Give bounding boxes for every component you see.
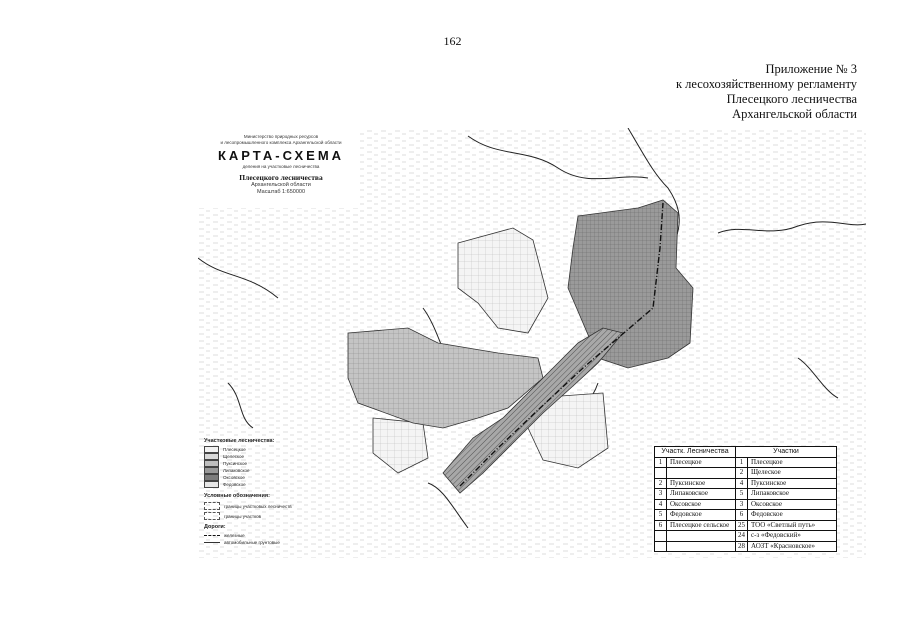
- map-title-block: [206, 134, 356, 196]
- table-header-row: [655, 447, 837, 458]
- legend-label: Оксовское: [223, 475, 245, 480]
- legend-label: границы участковых лесничеств: [224, 503, 292, 509]
- district-number: [655, 531, 667, 542]
- legend-label: Липаковское: [223, 468, 250, 473]
- table-row: [655, 468, 837, 479]
- plot-name: Щелеское: [748, 468, 837, 479]
- legend-swatch: [204, 453, 219, 460]
- table-row: [655, 489, 837, 500]
- district-name: [667, 468, 736, 479]
- legend-swatch: [204, 502, 220, 510]
- legend-swatch: [204, 481, 219, 488]
- legend-label: автомобильные грунтовые: [224, 540, 280, 545]
- plot-number: 6: [736, 510, 748, 521]
- legend-swatch: [204, 467, 219, 474]
- plot-number: 1: [736, 457, 748, 468]
- legend-item: [204, 460, 322, 467]
- legend-item: [204, 511, 322, 521]
- header-plots: Участки: [736, 447, 837, 458]
- district-number: [655, 468, 667, 479]
- table-row: [655, 457, 837, 468]
- map-subtitle: деления на участковые лесничества: [242, 164, 320, 169]
- legend-label: границы участков: [224, 513, 262, 519]
- legend-item: [204, 481, 322, 488]
- plot-number: 24: [736, 531, 748, 542]
- ministry-line-1: Министерство природных ресурсов: [243, 134, 319, 139]
- forest-map: [198, 128, 866, 558]
- table-row: [655, 499, 837, 510]
- legend-item: [204, 446, 322, 453]
- district-name: [667, 541, 736, 552]
- appendix-line-1: Приложение № 3: [765, 62, 857, 76]
- plot-name: Оксовское: [748, 499, 837, 510]
- plot-name: Федовское: [748, 510, 837, 521]
- legend-swatch: [204, 474, 219, 481]
- page-number: 162: [443, 34, 462, 48]
- map-scale: Масштаб 1:650000: [257, 189, 305, 195]
- plot-number: 3: [736, 499, 748, 510]
- legend-item: [204, 539, 322, 546]
- district-number: 4: [655, 499, 667, 510]
- district-name: Федовское: [667, 510, 736, 521]
- plot-number: 25: [736, 520, 748, 531]
- map-background-top: [358, 128, 866, 208]
- appendix-caption: [676, 62, 857, 122]
- plot-name: Липаковское: [748, 489, 837, 500]
- legend-section-roads-title: Дороги:: [204, 524, 226, 530]
- table-row: [655, 541, 837, 552]
- legend-section-districts-title: Участковые лесничества:: [204, 438, 275, 444]
- appendix-line-3: Плесецкого лесничества: [726, 92, 857, 106]
- district-name: Липаковское: [667, 489, 736, 500]
- table-row: [655, 531, 837, 542]
- legend-line: [204, 542, 220, 543]
- region-name: Архангельской области: [251, 182, 311, 188]
- plot-name: АОЗТ «Красновское»: [748, 541, 837, 552]
- legend-item: [204, 474, 322, 481]
- plot-name: Плесецкое: [748, 457, 837, 468]
- plot-name: с-з «Федовский»: [748, 531, 837, 542]
- district-name: Пуксинское: [667, 478, 736, 489]
- district-name: Плесецкое сельское: [667, 520, 736, 531]
- district-number: 6: [655, 520, 667, 531]
- map-main-title: КАРТА-СХЕМА: [217, 148, 345, 163]
- legend-swatch: [204, 446, 219, 453]
- appendix-line-4: Архангельской области: [732, 107, 857, 121]
- header-districts: Участк. Лесничества: [655, 447, 736, 458]
- district-name: Плесецкое: [667, 457, 736, 468]
- district-number: 1: [655, 457, 667, 468]
- legend-section-symbols-title: Условные обозначения:: [204, 493, 270, 499]
- legend-item: [204, 532, 322, 539]
- table-row: [655, 478, 837, 489]
- legend-label: Щелеское: [223, 454, 244, 459]
- appendix-line-2: к лесохозяйственному регламенту: [675, 77, 857, 91]
- map-legend: [204, 436, 322, 546]
- districts-table: [654, 446, 837, 552]
- plot-number: 5: [736, 489, 748, 500]
- plot-number: 2: [736, 468, 748, 479]
- plot-number: 28: [736, 541, 748, 552]
- legend-line: [204, 535, 220, 536]
- district-name: [667, 531, 736, 542]
- district-number: 5: [655, 510, 667, 521]
- legend-label: железные: [224, 533, 245, 538]
- legend-label: Федовское: [223, 482, 246, 487]
- legend-item: [204, 467, 322, 474]
- forestry-name: Плесецкого лесничества: [239, 173, 323, 182]
- district-number: [655, 541, 667, 552]
- legend-label: Плесецкое: [223, 447, 246, 452]
- district-number: 3: [655, 489, 667, 500]
- district-name: Оксовское: [667, 499, 736, 510]
- legend-label: Пуксинское: [223, 461, 248, 466]
- district-number: 2: [655, 478, 667, 489]
- legend-item: [204, 453, 322, 460]
- table-row: [655, 510, 837, 521]
- legend-swatch: [204, 460, 219, 467]
- plot-name: ТОО «Светлый путь»: [748, 520, 837, 531]
- legend-swatch: [204, 512, 220, 520]
- ministry-line-2: и лесопромышленного комплекса Архангельской области: [220, 140, 342, 145]
- plot-number: 4: [736, 478, 748, 489]
- legend-item: [204, 501, 322, 511]
- table-row: [655, 520, 837, 531]
- plot-name: Пуксинское: [748, 478, 837, 489]
